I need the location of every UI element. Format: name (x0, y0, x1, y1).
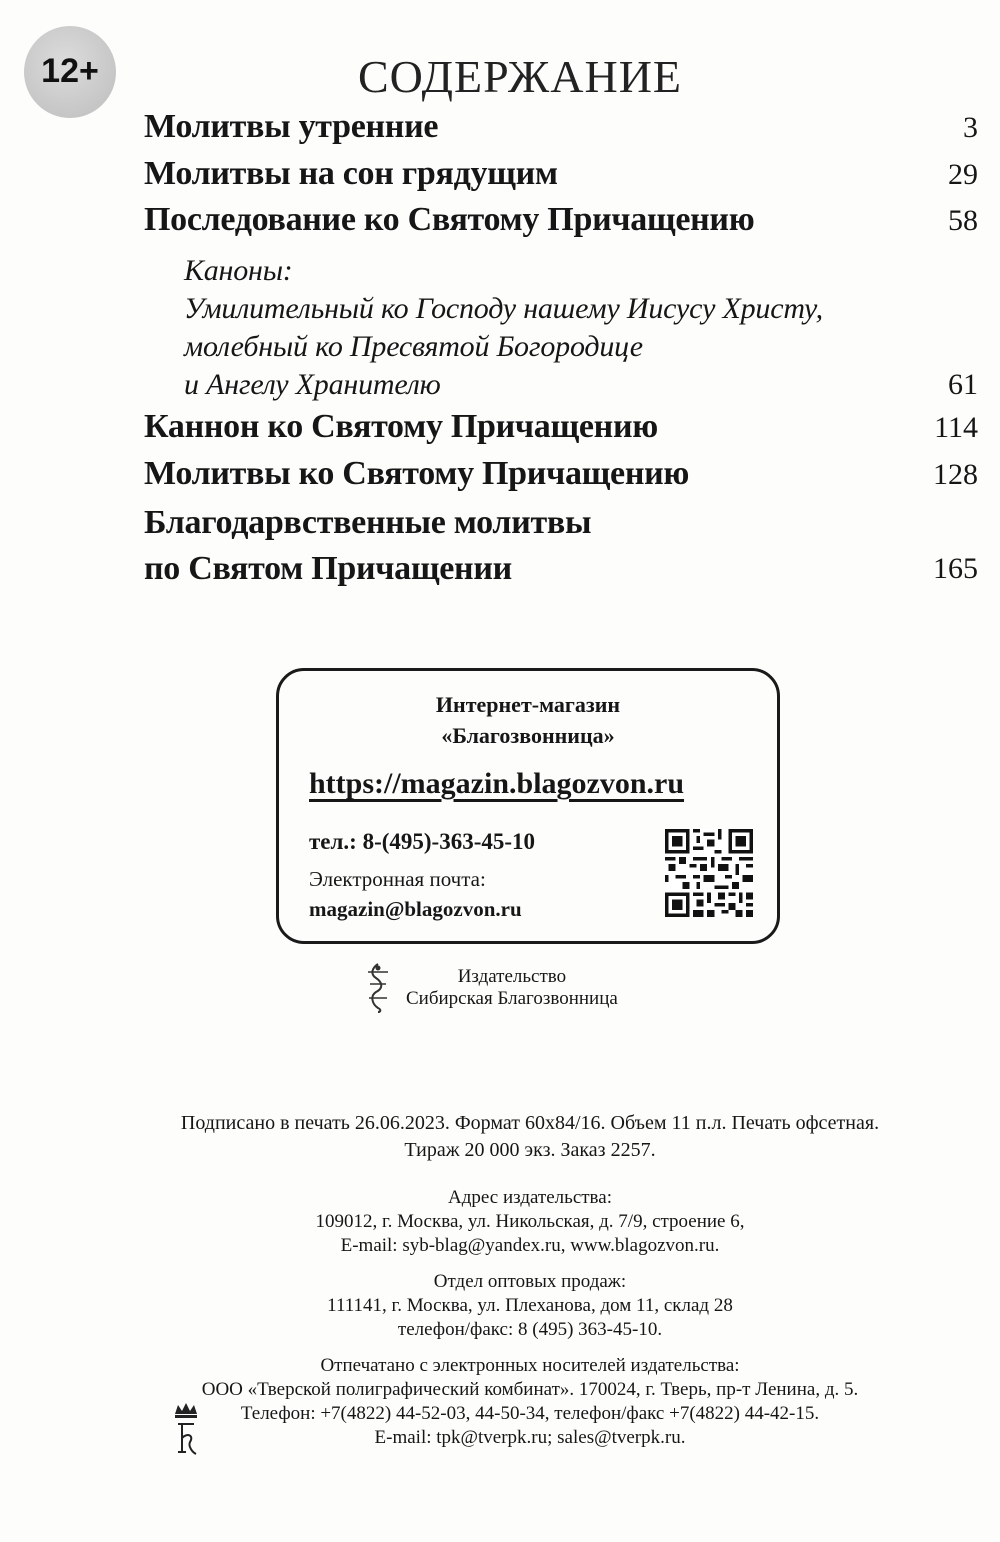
toc-subentry-line: Каноны: (184, 254, 293, 287)
toc-entry-label: Последование ко Святому Причащению (144, 201, 755, 238)
shop-title (279, 689, 777, 751)
shop-email-label: Электронная почта: (309, 867, 486, 891)
toc-entry-page: 3 (963, 111, 978, 144)
toc-entry-page: 114 (934, 411, 978, 444)
toc-subentry-page: 61 (948, 368, 978, 401)
publisher-name (406, 966, 618, 1010)
toc-subentry-line: Умилительный ко Господу нашему Иисусу Христу, (184, 292, 823, 325)
shop-url-link[interactable]: https://magazin.blagozvon.ru (309, 767, 685, 800)
publisher-line: Издательство (457, 966, 567, 987)
publisher-address-line: 109012, г. Москва, ул. Никольская, д. 7/9, строение 6, (315, 1211, 745, 1232)
toc-subentry (184, 252, 978, 404)
toc-subentry-line: и Ангелу Хранителю (184, 368, 441, 401)
printer-name: ООО «Тверской полиграфический комбинат». 170024, г. Тверь, пр-т Ленина, д. 5. (201, 1379, 859, 1400)
wholesale-department (0, 1270, 1000, 1342)
publisher-logo-icon (364, 962, 392, 1014)
toc-entry-label-line: Благодарвственные молитвы (144, 504, 592, 541)
toc-entry-label (144, 500, 591, 592)
shop-phone: тел.: 8-(495)-363-45-10 (309, 829, 536, 854)
toc-subentry-line: молебный ко Пресвятой Богородице (184, 330, 643, 363)
online-shop-box (276, 668, 780, 944)
printer-title: Отпечатано с электронных носителей издательства: (320, 1355, 740, 1376)
toc-entry (144, 197, 978, 244)
toc-entry (144, 151, 978, 198)
print-details-line: Тираж 20 000 экз. Заказ 2257. (404, 1139, 656, 1161)
print-details (0, 1110, 1000, 1164)
printer-details (0, 1354, 1000, 1450)
toc-entry-label: Молитвы утренние (144, 108, 439, 145)
toc-entry-page: 165 (933, 552, 978, 585)
toc-entry (144, 451, 978, 498)
publisher-line: Сибирская Благозвонница (406, 988, 618, 1009)
printer-phone: Телефон: +7(4822) 44-52-03, 44-50-34, телефон/факс +7(4822) 44-42-15. (240, 1403, 820, 1424)
toc-entry-label: Молитвы ко Святому Причащению (144, 455, 690, 492)
publisher-contacts: E-mail: syb-blag@yandex.ru, www.blagozvon.ru. (340, 1235, 720, 1256)
shop-title-line: «Благозвонница» (441, 723, 615, 748)
toc-entry-page: 128 (933, 458, 978, 491)
toc-entry-label-line: по Святом Причащении (144, 550, 512, 587)
toc-entry-label: Молитвы на сон грядущим (144, 155, 558, 192)
publisher-address (0, 1186, 1000, 1258)
wholesale-title: Отдел оптовых продаж: (433, 1271, 627, 1292)
toc-entry (144, 104, 978, 151)
wholesale-phone: телефон/факс: 8 (495) 363-45-10. (397, 1319, 663, 1340)
printer-crown-logo-icon (172, 1402, 200, 1458)
toc-entry-label: Каннон ко Святому Причащению (144, 408, 658, 445)
toc-entry-page: 58 (948, 204, 978, 237)
age-rating-text: 12+ (41, 52, 99, 90)
toc-entry (144, 404, 978, 451)
shop-title-line: Интернет-магазин (435, 692, 621, 717)
toc-entry-page: 29 (948, 158, 978, 191)
toc-entry (144, 500, 978, 592)
publisher-address-title: Адрес издательства: (448, 1187, 612, 1208)
print-details-line: Подписано в печать 26.06.2023. Формат 60x84/16. Объем 11 п.л. Печать офсетная. (180, 1112, 880, 1134)
printer-email: E-mail: tpk@tverpk.ru; sales@tverpk.ru. (374, 1427, 686, 1448)
shop-email[interactable]: magazin@blagozvon.ru (309, 897, 522, 921)
toc-title: СОДЕРЖАНИЕ (357, 51, 683, 102)
qr-code-icon[interactable] (665, 829, 753, 917)
wholesale-address: 111141, г. Москва, ул. Плеханова, дом 11, склад 28 (327, 1295, 733, 1316)
